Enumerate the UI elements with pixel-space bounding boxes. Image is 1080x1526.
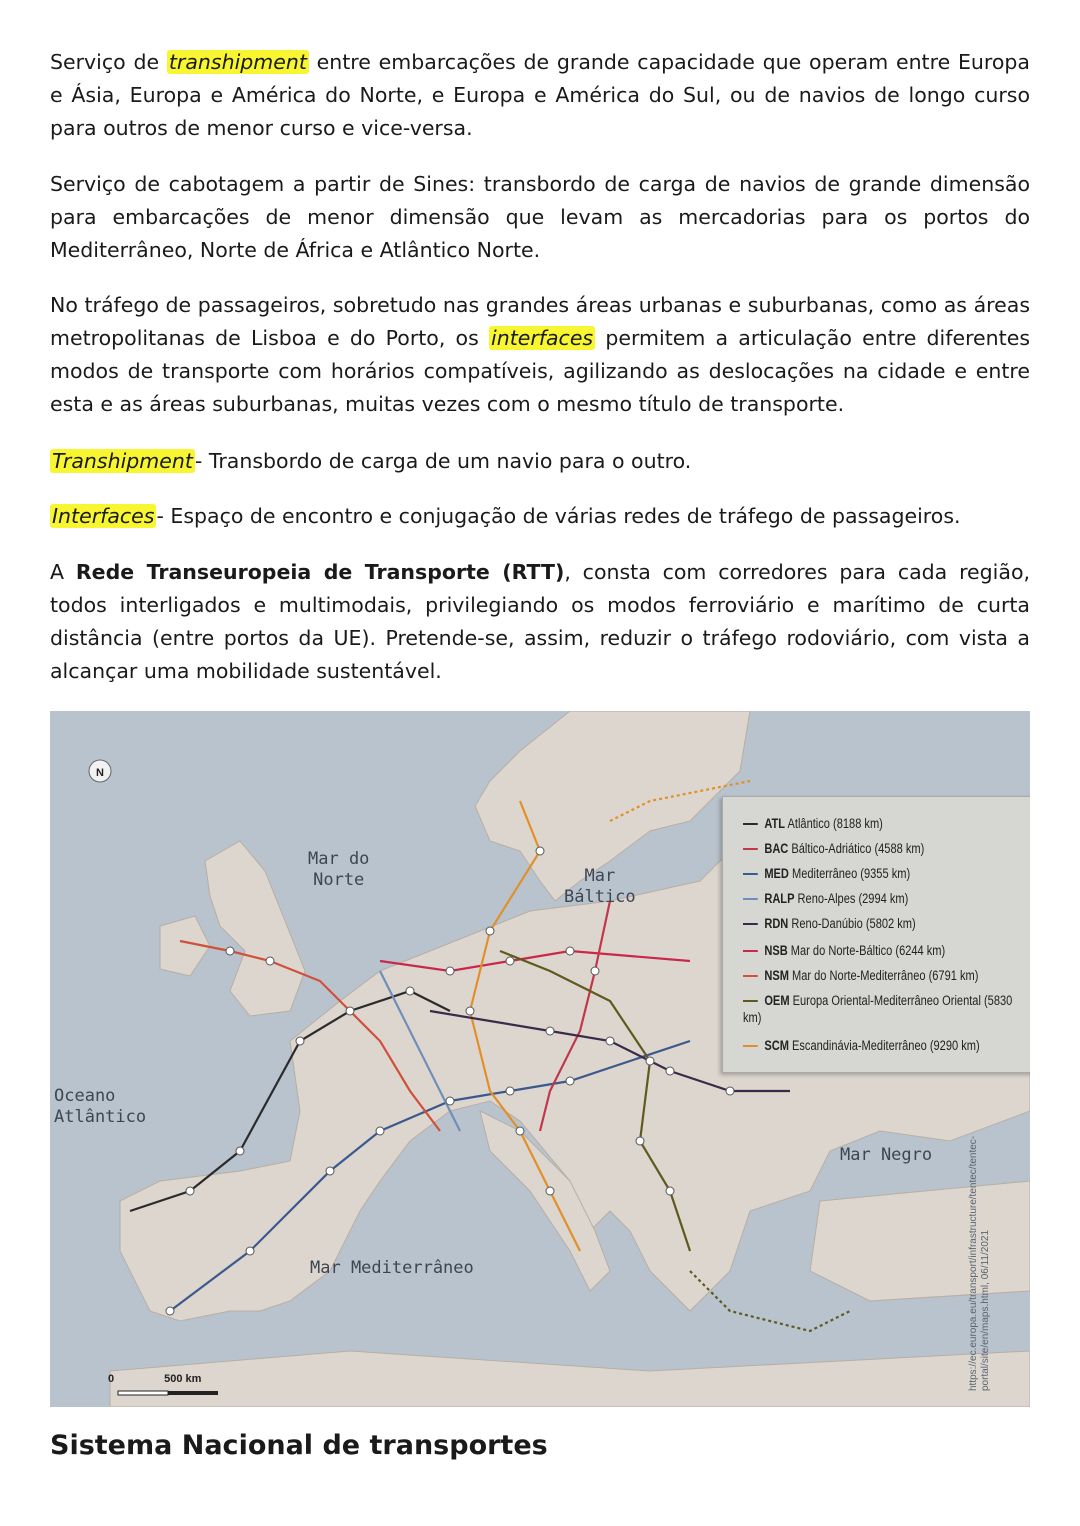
- label-mar-norte: Mar do Norte: [308, 849, 370, 890]
- svg-text:N: N: [96, 767, 104, 779]
- paragraph-rtt: A Rede Transeuropeia de Transporte (RTT), consta com corredores para cada região, todos interligados e multimodais, privilegiando os modos ferroviário e marítimo de curta distância (entre portos da UE). Pretende-se, assim, reduzir o tráfego rodoviário, com vista a alcançar uma mobilidade sustentável.: [50, 560, 1030, 683]
- highlight-interfaces: interfaces: [491, 326, 594, 350]
- legend-item-med: MED Mediterrâneo (9355 km): [743, 865, 910, 882]
- legend-item-scm: SCM Escandinávia-Mediterrâneo (9290 km): [743, 1037, 980, 1054]
- legend-item-atl: ATL Atlântico (8188 km): [743, 815, 883, 832]
- legend-item-nsb: NSB Mar do Norte-Báltico (6244 km): [743, 942, 945, 959]
- definition-interfaces: Interfaces- Espaço de encontro e conjugação de várias redes de tráfego de passageiros.: [52, 504, 961, 528]
- legend-item-bac: BAC Báltico-Adriático (4588 km): [743, 840, 924, 857]
- label-mar-mediterraneo: Mar Mediterrâneo: [310, 1258, 474, 1278]
- legend-item-rdn: RDN Reno-Danúbio (5802 km): [743, 915, 916, 932]
- legend-item-nsm: NSM Mar do Norte-Mediterrâneo (6791 km): [743, 967, 978, 984]
- land-turkey: [810, 1181, 1030, 1301]
- section-heading: Sistema Nacional de transportes: [50, 1430, 548, 1461]
- highlight-transhipment: transhipment: [168, 50, 307, 74]
- label-oceano-atlantico: Oceano Atlântico: [54, 1086, 147, 1127]
- land-uk: [205, 841, 305, 1016]
- definition-transhipment: Transhipment- Transbordo de carga de um navio para o outro.: [52, 449, 692, 473]
- paragraph-transhipment: Serviço de transhipment entre embarcações de grande capacidade que operam entre Europa e Ásia, Europa e América do Norte, e Europa e América do Sul, ou de navios de longo curso para outros de menor curso e vice-versa.: [50, 50, 1030, 140]
- rtt-corridors-map: [50, 711, 1030, 1407]
- label-mar-negro: Mar Negro: [840, 1145, 933, 1165]
- paragraph-cabotagem: Serviço de cabotagem a partir de Sines: transbordo de carga de navios de grande dimensão para embarcações de menor dimensão que levam as mercadorias para os portos do Mediterrâneo, Norte de África e Atlântico Norte.: [50, 172, 1030, 262]
- paragraph-passageiros: No tráfego de passageiros, sobretudo nas grandes áreas urbanas e suburbanas, como as áreas metropolitanas de Lisboa e do Porto, os interfaces permitem a articulação entre diferentes modos de transporte com horários compatíveis, agilizando as deslocações na cidade e entre esta e as áreas suburbanas, muitas vezes com o mesmo título de transporte.: [50, 293, 1030, 416]
- label-mar-baltico: Mar Báltico: [564, 866, 636, 907]
- legend-item-ralp: RALP Reno-Alpes (2994 km): [743, 890, 908, 907]
- map-source: https://ec.europa.eu/transport/infrastructure/tentec/tentec-portal/site/en/maps.html, 06/11/2021: [968, 1135, 991, 1391]
- land-africa: [110, 1351, 1030, 1407]
- scale-label: 0 500 km: [108, 1373, 202, 1385]
- legend-item-oem: OEM Europa Oriental-Mediterrâneo Oriental (5830 km): [743, 993, 1013, 1025]
- map-legend: [722, 796, 1030, 1073]
